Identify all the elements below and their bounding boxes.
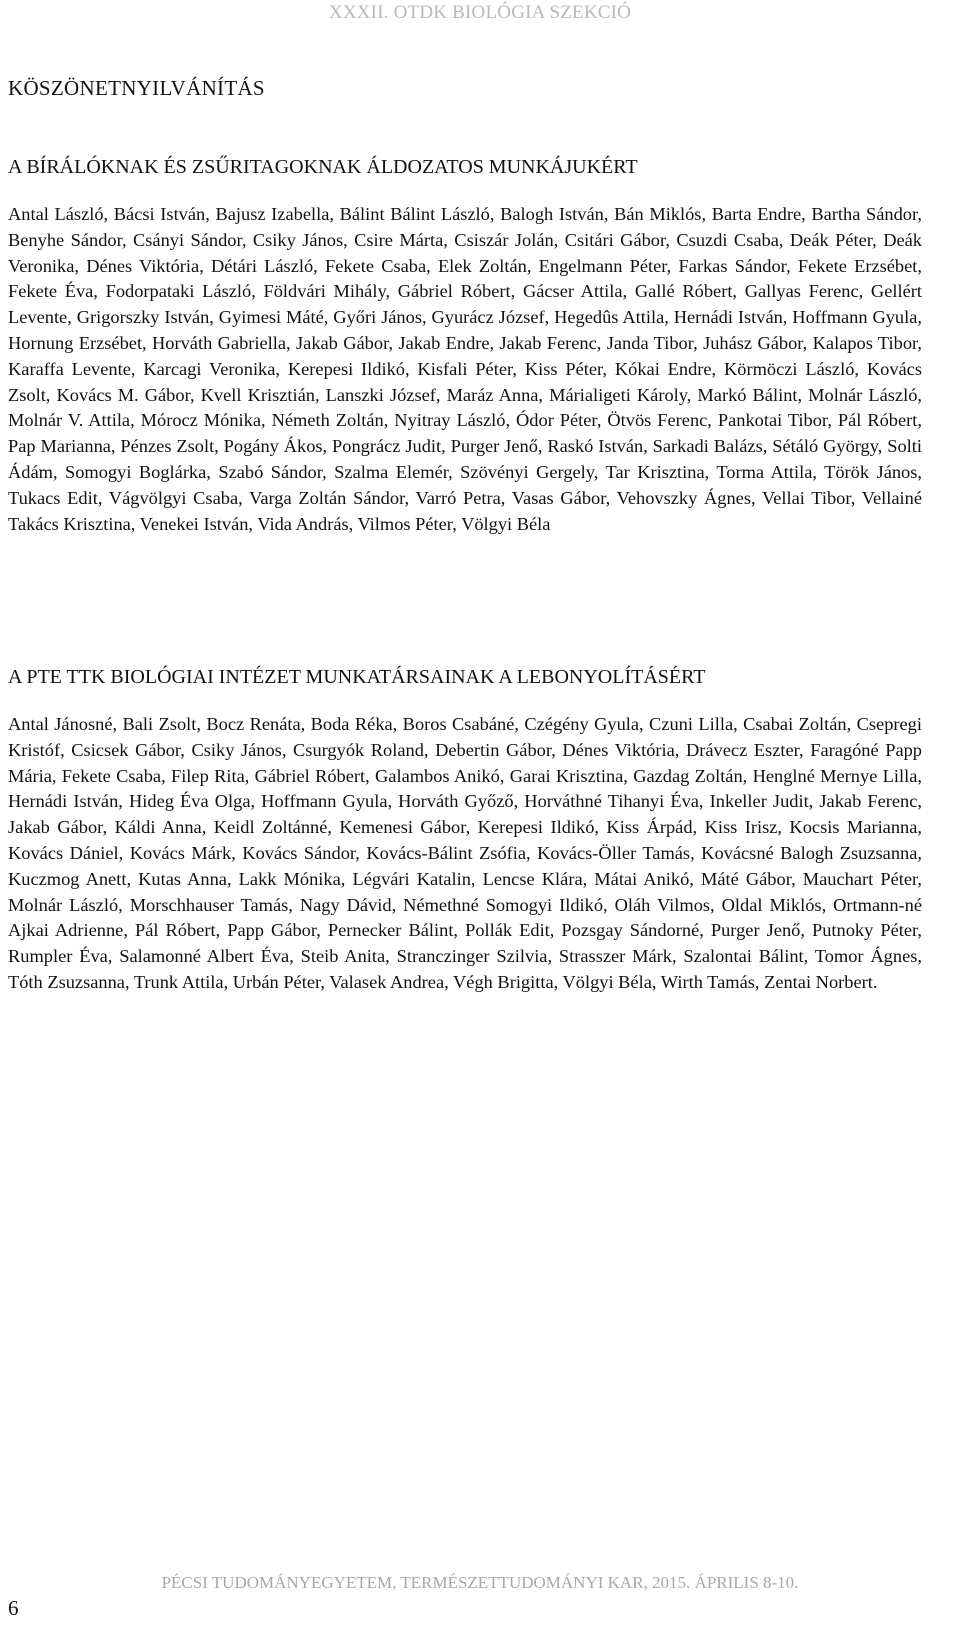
reviewers-name-list: Antal László, Bácsi István, Bajusz Izabella, Bálint Bálint László, Balogh István, Bán Miklós, Barta Endre, Bartha Sándor, Benyhe Sándor, Csányi Sándor, Csiky János, Csire Márta, Csiszár Jolán, Csitári Gábor, Csuzdi Csaba, Deák Péter, Deák Veronika, Dénes Viktória, Détári László, Fekete Csaba, Elek Zoltán, Engelmann Péter, Farkas Sándor, Fekete Erzsébet, Fekete Éva, Fodorpataki László, Földvári Mihály, Gábriel Róbert, Gácser Attila, Gallé Róbert, Gallyas Ferenc, Gellért Levente, Grigorszky István, Gyimesi Máté, Győri János, Gyurácz József, Hegedûs Attila, Hernádi István, Hoffmann Gyula, Hornung Erzsébet, Horváth Gabriella, Jakab Gábor, Jakab Endre, Jakab Ferenc, Janda Tibor, Juhász Gábor, Kalapos Tibor, Karaffa Levente, Karcagi Veronika, Kerepesi Ildikó, Kisfali Péter, Kiss Péter, Kókai Endre, Körmöczi László, Kovács Zsolt, Kovács M. Gábor, Kvell Krisztián, Lanszki József, Maráz Anna, Márialigeti Károly, Markó Bálint, Molnár László, Molnár V. Attila, Mórocz Mónika, Németh Zoltán, Nyitray László, Ódor Péter, Ötvös Ferenc, Pankotai Tibor, Pál Róbert, Pap Marianna, Pénzes Zsolt, Pogány Ákos, Pongrácz Judit, Purger Jenő, Raskó István, Sarkadi Balázs, Sétáló György, Solti Ádám, Somogyi Boglárka, Szabó Sándor, Szalma Elemér, Szövényi Gergely, Tar Krisztina, Torma Attila, Török János, Tukacs Edit, Vágvölgyi Csaba, Varga Zoltán Sándor, Varró Petra, Vasas Gábor, Vehovszky Ágnes, Vellai Tibor, Vellainé Takács Krisztina, Venekei István, Vida András, Vilmos Péter, Völgyi Béla: [8, 204, 922, 534]
page-title: KÖSZÖNETNYILVÁNÍTÁS: [8, 76, 265, 100]
section-heading-reviewers: A BÍRÁLÓKNAK ÉS ZSŰRITAGOKNAK ÁLDOZATOS MUNKÁJUKÉRT: [8, 156, 638, 178]
page-number: 6: [8, 1596, 19, 1620]
running-header: XXXII. OTDK BIOLÓGIA SZEKCIÓ: [328, 2, 632, 23]
section-heading-staff: A PTE TTK BIOLÓGIAI INTÉZET MUNKATÁRSAINAK A LEBONYOLÍTÁSÉRT: [8, 666, 706, 688]
page-footer: PÉCSI TUDOMÁNYEGYETEM, TERMÉSZETTUDOMÁNYI KAR, 2015. ÁPRILIS 8-10.: [161, 1573, 799, 1592]
staff-name-list: Antal Jánosné, Bali Zsolt, Bocz Renáta, Boda Réka, Boros Csabáné, Czégény Gyula, Czuni Lilla, Csabai Zoltán, Csepregi Kristóf, Csicsek Gábor, Csiky János, Csurgyók Roland, Debertin Gábor, Dénes Viktória, Drávecz Eszter, Faragóné Papp Mária, Fekete Csaba, Filep Rita, Gábriel Róbert, Galambos Anikó, Garai Krisztina, Gazdag Zoltán, Henglné Mernye Lilla, Hernádi István, Hideg Éva Olga, Hoffmann Gyula, Horváth Győző, Horváthné Tihanyi Éva, Inkeller Judit, Jakab Ferenc, Jakab Gábor, Káldi Anna, Keidl Zoltánné, Kemenesi Gábor, Kerepesi Ildikó, Kiss Árpád, Kiss Irisz, Kocsis Marianna, Kovács Dániel, Kovács Márk, Kovács Sándor, Kovács-Bálint Zsófia, Kovács-Öller Tamás, Kovácsné Balogh Zsuzsanna, Kuczmog Anett, Kutas Anna, Lakk Mónika, Légvári Katalin, Lencse Klára, Mátai Anikó, Máté Gábor, Mauchart Péter, Molnár László, Morschhauser Tamás, Nagy Dávid, Némethné Somogyi Ildikó, Oláh Vilmos, Oldal Miklós, Ortmann-né Ajkai Adrienne, Pál Róbert, Papp Gábor, Pernecker Bálint, Pollák Edit, Pozsgay Sándorné, Purger Jenő, Putnoky Péter, Rumpler Éva, Salamonné Albert Éva, Steib Anita, Stranczinger Szilvia, Strasszer Márk, Szalontai Bálint, Tomor Ágnes, Tóth Zsuzsanna, Trunk Attila, Urbán Péter, Valasek Andrea, Végh Brigitta, Völgyi Béla, Wirth Tamás, Zentai Norbert.: [8, 714, 922, 992]
